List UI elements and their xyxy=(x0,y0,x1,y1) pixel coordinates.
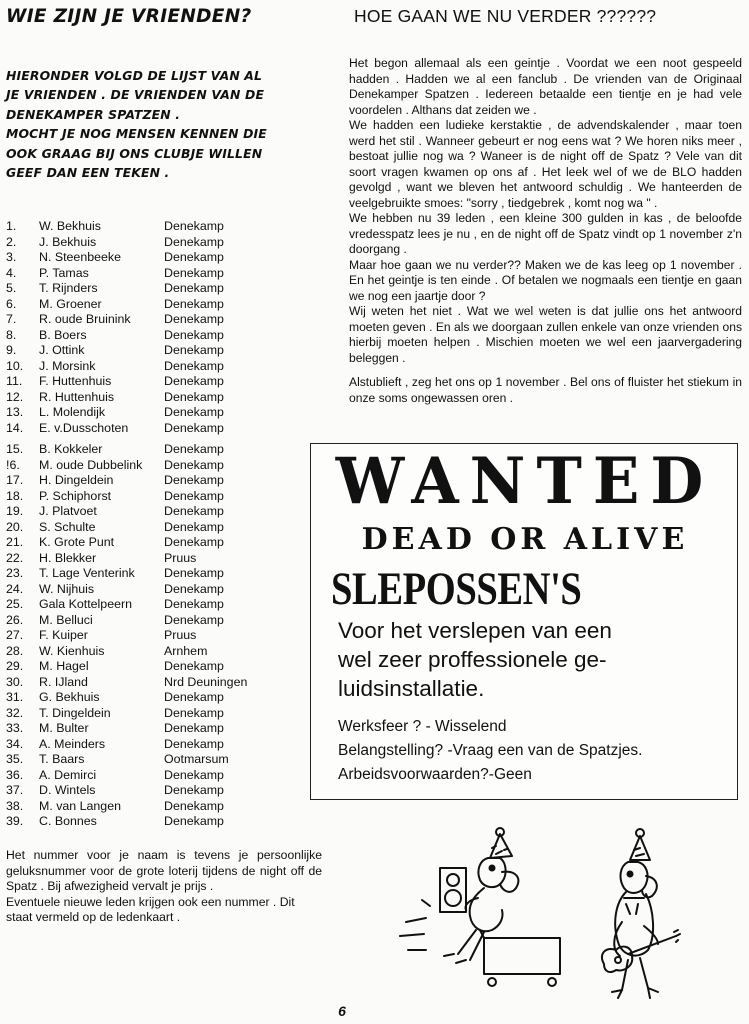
member-place: Denekamp xyxy=(164,457,224,472)
member-list xyxy=(6,219,346,830)
member-number: 2. xyxy=(6,234,17,249)
member-place: Denekamp xyxy=(164,281,224,295)
member-place: Denekamp xyxy=(164,405,224,419)
member-place: Denekamp xyxy=(164,358,224,373)
article-paragraph: Wij weten het niet . Wat we wel weten is dat jullie ons het antwoord moeten geven . En als we doorgaan zullen enkele van onze vrienden ons hierbij moeten helpen . Mischien moeten we wel een jaarvergadering beleggen . xyxy=(349,304,742,365)
member-name: T. Rijnders xyxy=(39,281,98,295)
member-place: Denekamp xyxy=(164,420,224,435)
member-name: A. Demirci xyxy=(39,767,97,782)
member-number: !6. xyxy=(6,457,20,472)
member-row xyxy=(6,628,346,644)
wanted-description xyxy=(338,616,728,703)
wanted-name: SLEPOSSEN'S xyxy=(331,563,582,615)
member-number: 19. xyxy=(6,504,24,518)
member-place: Denekamp xyxy=(164,659,224,673)
member-number: 9. xyxy=(6,343,17,357)
member-place: Denekamp xyxy=(164,798,224,813)
member-number: 12. xyxy=(6,389,24,404)
member-name: R. IJland xyxy=(39,674,88,689)
member-row xyxy=(6,582,346,598)
how-to-continue-article xyxy=(349,56,742,406)
member-place: Denekamp xyxy=(164,535,224,549)
lottery-note xyxy=(6,848,322,926)
member-number: 13. xyxy=(6,405,24,419)
member-number: 21. xyxy=(6,535,24,549)
member-name: P. Tamas xyxy=(39,265,89,280)
intro-line: HIERONDER VOLGD DE LIJST VAN AL xyxy=(6,68,263,83)
member-place: Denekamp xyxy=(164,519,224,534)
member-number: 30. xyxy=(6,674,24,689)
intro-line: GEEF DAN EEN TEKEN . xyxy=(6,165,170,181)
dead-or-alive-subheading: DEAD OR ALIVE xyxy=(361,522,689,557)
member-row xyxy=(6,405,346,421)
member-name: G. Bekhuis xyxy=(39,690,100,704)
member-row xyxy=(6,783,346,799)
member-number: 17. xyxy=(6,473,24,487)
member-name: F. Huttenhuis xyxy=(39,374,112,388)
member-number: 29. xyxy=(6,659,24,673)
member-row xyxy=(6,458,346,474)
member-row xyxy=(6,312,346,328)
member-row xyxy=(6,551,346,567)
member-place: Denekamp xyxy=(164,389,224,404)
member-name: H. Blekker xyxy=(39,550,97,565)
member-place: Arnhem xyxy=(164,643,208,658)
member-row xyxy=(6,343,346,359)
member-row xyxy=(6,814,346,830)
member-name: J. Bekhuis xyxy=(39,234,97,249)
member-row xyxy=(6,752,346,768)
member-place: Denekamp xyxy=(164,566,224,580)
description-line: luidsinstallatie. xyxy=(338,676,485,701)
member-place: Denekamp xyxy=(164,219,224,233)
member-row xyxy=(6,235,346,251)
member-name: N. Steenbeeke xyxy=(39,250,121,264)
member-place: Denekamp xyxy=(164,581,224,596)
member-number: 26. xyxy=(6,612,24,627)
bird-playing-guitar-icon xyxy=(592,826,682,1008)
wanted-headline: WANTED xyxy=(335,444,715,519)
member-place: Denekamp xyxy=(164,296,224,311)
new-members-note: Eventuele nieuwe leden krijgen ook een nummer . Dit staat vermeld op de ledenkaart . xyxy=(6,894,295,925)
member-row xyxy=(6,690,346,706)
member-row xyxy=(6,659,346,675)
member-place: Denekamp xyxy=(164,705,224,720)
member-number: 10. xyxy=(6,358,24,373)
member-number: 33. xyxy=(6,721,24,735)
member-row xyxy=(6,535,346,551)
member-number: 15. xyxy=(6,442,24,456)
friends-heading: WIE ZIJN JE VRIENDEN? xyxy=(6,6,252,27)
member-number: 6. xyxy=(6,296,17,311)
member-number: 24. xyxy=(6,581,24,596)
member-place: Denekamp xyxy=(164,721,224,735)
member-place: Denekamp xyxy=(164,473,224,487)
member-place: Denekamp xyxy=(164,265,224,280)
member-place: Denekamp xyxy=(164,767,224,782)
member-row xyxy=(6,250,346,266)
member-place: Denekamp xyxy=(164,250,224,264)
member-name: C. Bonnes xyxy=(39,814,97,828)
member-number: 31. xyxy=(6,690,24,704)
member-place: Denekamp xyxy=(164,504,224,518)
lottery-note-text: Het nummer voor je naam is tevens je persoonlijke geluksnummer voor de grote loterij tijdens de night off de Spatz . Bij afwezigheid vervalt je prijs . xyxy=(6,848,322,894)
member-row xyxy=(6,390,346,406)
intro-line: MOCHT JE NOG MENSEN KENNEN DIE xyxy=(6,126,267,142)
member-name: M. van Langen xyxy=(39,798,121,813)
member-name: J. Morsink xyxy=(39,358,96,373)
article-paragraph: Maar hoe gaan we nu verder?? Maken we de kas leeg op 1 november . En het geintje is ten einde . Of betalen we nogmaals een tientje en gaan we nog een jaartje door ? xyxy=(349,257,742,303)
member-name: B. Boers xyxy=(39,327,87,342)
member-place: Denekamp xyxy=(164,488,224,503)
member-row xyxy=(6,520,346,536)
member-number: 39. xyxy=(6,814,24,828)
member-number: 36. xyxy=(6,767,24,782)
member-row xyxy=(6,421,346,437)
member-row xyxy=(6,768,346,784)
member-row xyxy=(6,359,346,375)
member-row xyxy=(6,281,346,297)
member-row xyxy=(6,706,346,722)
member-row xyxy=(6,442,346,458)
member-row xyxy=(6,675,346,691)
member-row xyxy=(6,644,346,660)
member-row xyxy=(6,374,346,390)
member-row xyxy=(6,799,346,815)
member-row xyxy=(6,328,346,344)
member-row xyxy=(6,597,346,613)
member-row xyxy=(6,297,346,313)
wanted-poster xyxy=(310,443,738,800)
roadie-bird-pushing-speaker-cart-icon xyxy=(388,826,568,998)
member-number: 38. xyxy=(6,798,24,813)
member-name: M. Groener xyxy=(39,296,102,311)
member-place: Denekamp xyxy=(164,312,224,326)
friends-intro xyxy=(6,66,336,182)
member-name: S. Schulte xyxy=(39,519,96,534)
member-name: M. Belluci xyxy=(39,612,93,627)
member-number: 8. xyxy=(6,327,17,342)
how-to-continue-heading: HOE GAAN WE NU VERDER ?????? xyxy=(354,6,657,26)
member-number: 7. xyxy=(6,312,17,326)
intro-line: JE VRIENDEN . DE VRIENDEN VAN DE xyxy=(6,87,265,103)
member-number: 14. xyxy=(6,420,24,435)
member-row xyxy=(6,721,346,737)
member-name: B. Kokkeler xyxy=(39,442,103,456)
article-paragraph: Het begon allemaal als een geintje . Voordat we een noot gespeeld hadden . Hadden we al een fanclub . De vrienden van de Originaal Denekamper Spatzen . Iedereen betaalde een tientje en je had vele voordelen . Althans dat zeiden we . xyxy=(349,56,742,117)
member-number: 11. xyxy=(6,374,23,388)
intro-line: OOK GRAAG BIJ ONS CLUBJE WILLEN xyxy=(6,145,263,161)
member-place: Pruus xyxy=(164,550,197,565)
member-number: 34. xyxy=(6,736,24,751)
member-place: Denekamp xyxy=(164,442,224,456)
article-paragraph: Alstublieft , zeg het ons op 1 november . Bel ons of fluister het stiekum in onze soms ongewassen oren . xyxy=(349,375,742,405)
member-number: 1. xyxy=(6,219,17,233)
member-number: 3. xyxy=(6,250,17,264)
member-number: 27. xyxy=(6,628,24,642)
member-name: T. Dingeldein xyxy=(39,705,111,720)
member-name: M. Hagel xyxy=(39,659,89,673)
member-number: 5. xyxy=(6,281,17,295)
member-number: 32. xyxy=(6,705,24,720)
member-row xyxy=(6,473,346,489)
member-place: Denekamp xyxy=(164,690,224,704)
member-place: Denekamp xyxy=(164,597,224,611)
description-line: Voor het verslepen van een xyxy=(338,618,612,643)
member-name: A. Meinders xyxy=(39,736,106,751)
member-name: M. oude Dubbelink xyxy=(39,457,143,472)
member-name: F. Kuiper xyxy=(39,628,88,642)
member-name: R. Huttenhuis xyxy=(39,389,115,404)
member-place: Denekamp xyxy=(164,612,224,627)
member-name: K. Grote Punt xyxy=(39,535,115,549)
member-name: W. Nijhuis xyxy=(39,581,95,596)
member-place: Pruus xyxy=(164,628,197,642)
member-name: D. Wintels xyxy=(39,783,96,797)
member-place: Denekamp xyxy=(164,736,224,751)
member-number: 4. xyxy=(6,265,17,280)
member-name: T. Lage Venterink xyxy=(39,566,135,580)
article-paragraph: We hadden een ludieke kerstaktie , de advendskalender , maar toen werd het stil . Wanneer gebeurt er nog eens wat ? We horen niks meer , bestoat jullie nog wa ? Waneer is de night off de Spatz ? Vele van dit soort vragen kwamen op ons af . Het leek wel of we de BLO hadden gevolgd , want we bleven het antwoord schuldig . We hanteerden de veelgebruikte smoes: "sorry , tiedgebrek , komt nog wa " . xyxy=(349,118,742,210)
member-place: Denekamp xyxy=(164,343,224,357)
member-number: 18. xyxy=(6,488,24,503)
member-name: E. v.Dusschoten xyxy=(39,420,129,435)
member-number: 20. xyxy=(6,519,24,534)
member-number: 22. xyxy=(6,550,24,565)
member-place: Denekamp xyxy=(164,783,224,797)
member-place: Denekamp xyxy=(164,814,224,828)
member-name: L. Molendijk xyxy=(39,405,106,419)
member-name: R. oude Bruinink xyxy=(39,312,131,326)
member-name: P. Schiphorst xyxy=(39,488,112,503)
intro-line: DENEKAMPER SPATZEN . xyxy=(6,106,181,122)
member-number: 23. xyxy=(6,566,24,580)
article-paragraph: We hebben nu 39 leden , een kleine 300 gulden in kas , de beloofde vredesspatz lees je nu , en de night off de Spatz vindt op 1 november z'n doorgang . xyxy=(349,211,742,256)
description-line: wel zeer proffessionele ge- xyxy=(338,647,607,672)
member-number: 28. xyxy=(6,643,24,658)
detail-line: Belangstelling? -Vraag een van de Spatzjes. xyxy=(338,742,643,759)
member-number: 35. xyxy=(6,752,24,766)
member-row xyxy=(6,737,346,753)
member-name: M. Bulter xyxy=(39,721,89,735)
member-number: 37. xyxy=(6,783,24,797)
member-name: W. Bekhuis xyxy=(39,219,101,233)
member-place: Denekamp xyxy=(164,327,224,342)
member-place: Nrd Deuningen xyxy=(164,674,248,689)
member-name: T. Baars xyxy=(39,752,85,766)
detail-line: Werksfeer ? - Wisselend xyxy=(338,718,507,735)
member-row xyxy=(6,613,346,629)
member-place: Denekamp xyxy=(164,234,224,249)
member-number: 25. xyxy=(6,597,24,611)
member-name: Gala Kottelpeern xyxy=(39,597,132,611)
member-name: H. Dingeldein xyxy=(39,473,114,487)
page-number: 6 xyxy=(338,1003,346,1019)
member-name: J. Ottink xyxy=(39,343,85,357)
wanted-details xyxy=(338,715,733,787)
member-row xyxy=(6,266,346,282)
member-place: Ootmarsum xyxy=(164,752,229,766)
detail-line: Arbeidsvoorwaarden?-Geen xyxy=(338,766,532,783)
member-name: W. Kienhuis xyxy=(39,643,105,658)
member-row xyxy=(6,489,346,505)
member-row xyxy=(6,219,346,235)
member-row xyxy=(6,504,346,520)
member-row xyxy=(6,566,346,582)
member-place: Denekamp xyxy=(164,374,224,388)
member-name: J. Platvoet xyxy=(39,504,97,518)
